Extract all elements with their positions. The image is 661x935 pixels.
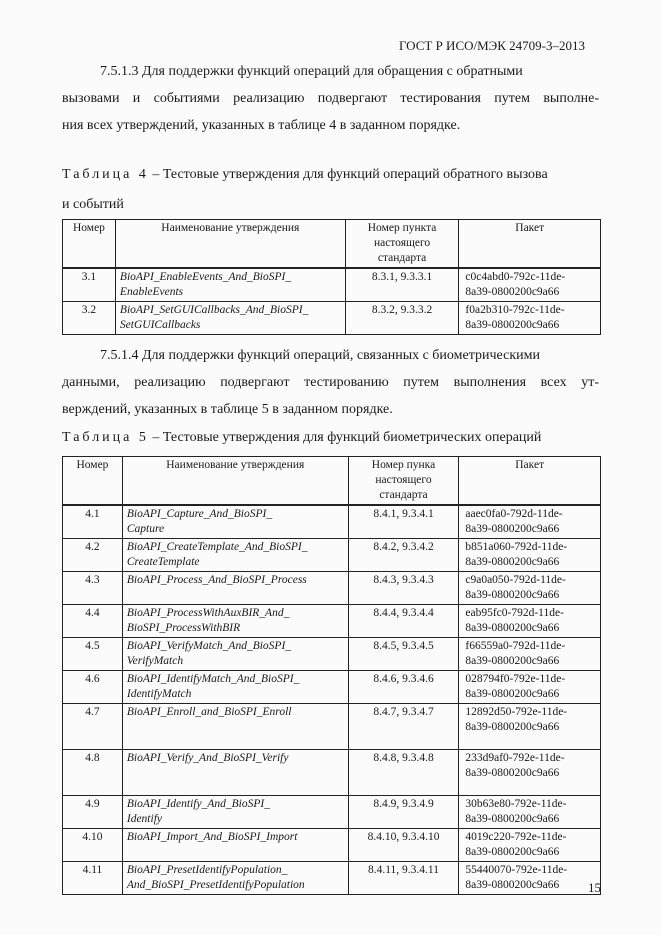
clause-reference: 8.4.2, 9.3.4.2 — [348, 539, 459, 572]
clause-reference: 8.4.5, 9.3.4.5 — [348, 638, 459, 671]
clause-reference: 8.4.1, 9.3.4.1 — [348, 505, 459, 539]
table-row — [63, 268, 601, 302]
table-5-caption: Таблица 5 – Тестовые утверждения для функций биометрических операций — [62, 430, 542, 445]
clause-reference: 8.4.6, 9.3.4.6 — [348, 671, 459, 704]
row-number: 4.9 — [63, 796, 123, 829]
table-row — [63, 704, 601, 750]
table-row — [63, 829, 601, 862]
statement-name: BioAPI_Capture_And_BioSPI_ Capture — [122, 505, 348, 539]
column-header: Номер — [63, 220, 116, 269]
clause-reference: 8.4.9, 9.3.4.9 — [348, 796, 459, 829]
table-header-row — [63, 457, 601, 506]
document-code-header: ГОСТ Р ИСО/МЭК 24709-3–2013 — [398, 38, 585, 53]
statement-name: BioAPI_Process_And_BioSPI_Process — [122, 572, 348, 605]
statement-name: BioAPI_Import_And_BioSPI_Import — [122, 829, 348, 862]
statement-name: BioAPI_Enroll_and_BioSPI_Enroll — [122, 704, 348, 750]
clause-reference: 8.4.7, 9.3.4.7 — [348, 704, 459, 750]
table-row — [63, 750, 601, 796]
statement-name: BioAPI_Identify_And_BioSPI_ Identify — [122, 796, 348, 829]
column-header: Номер — [63, 457, 123, 506]
column-header: Номер пунка настоящего стандарта — [348, 457, 459, 506]
package-id: 233d9af0-792e-11de- 8a39-0800200c9a66 — [459, 750, 601, 796]
column-header: Наименование утверждения — [122, 457, 348, 506]
row-number: 4.11 — [63, 862, 123, 895]
table-5 — [62, 456, 601, 895]
clause-reference: 8.3.2, 9.3.3.2 — [345, 302, 459, 335]
table-row — [63, 605, 601, 638]
table-row — [63, 671, 601, 704]
column-header: Наименование утверждения — [115, 220, 345, 269]
package-id: eab95fc0-792d-11de- 8a39-0800200c9a66 — [459, 605, 601, 638]
row-number: 4.5 — [63, 638, 123, 671]
table-row — [63, 572, 601, 605]
table-header-row — [63, 220, 601, 269]
row-number: 4.1 — [63, 505, 123, 539]
clause-reference: 8.4.4, 9.3.4.4 — [348, 605, 459, 638]
package-id: f66559a0-792d-11de- 8a39-0800200c9a66 — [459, 638, 601, 671]
package-id: 028794f0-792e-11de- 8a39-0800200c9a66 — [459, 671, 601, 704]
page-number: 15 — [588, 880, 601, 895]
package-id: 30b63e80-792e-11de- 8a39-0800200c9a66 — [459, 796, 601, 829]
statement-name: BioAPI_PresetIdentifyPopulation_ And_BioSPI_PresetIdentifyPopulation — [122, 862, 348, 895]
statement-name: BioAPI_Verify_And_BioSPI_Verify — [122, 750, 348, 796]
row-number: 3.2 — [63, 302, 116, 335]
table-4 — [62, 219, 601, 335]
table-row — [63, 796, 601, 829]
package-id: c9a0a050-792d-11de- 8a39-0800200c9a66 — [459, 572, 601, 605]
column-header: Пакет — [459, 457, 601, 506]
table-4-caption: Таблица 4 – Тестовые утверждения для функций операций обратного вызова и событий — [62, 167, 548, 212]
row-number: 3.1 — [63, 268, 116, 302]
row-number: 4.4 — [63, 605, 123, 638]
package-id: b851a060-792d-11de- 8a39-0800200c9a66 — [459, 539, 601, 572]
row-number: 4.7 — [63, 704, 123, 750]
clause-reference: 8.3.1, 9.3.3.1 — [345, 268, 459, 302]
table-row — [63, 302, 601, 335]
clause-reference: 8.4.11, 9.3.4.11 — [348, 862, 459, 895]
statement-name: BioAPI_ProcessWithAuxBIR_And_ BioSPI_ProcessWithBIR — [122, 605, 348, 638]
package-id: f0a2b310-792c-11de- 8a39-0800200c9a66 — [459, 302, 601, 335]
package-id: 55440070-792e-11de- 8a39-0800200c9a66 — [459, 862, 601, 895]
row-number: 4.8 — [63, 750, 123, 796]
row-number: 4.3 — [63, 572, 123, 605]
package-id: aaec0fa0-792d-11de- 8a39-0800200c9a66 — [459, 505, 601, 539]
statement-name: BioAPI_IdentifyMatch_And_BioSPI_ IdentifyMatch — [122, 671, 348, 704]
paragraph-7-5-1-3: 7.5.1.3 Для поддержки функций операций для обращения с обратными вызовами и событиями реализацию подвергают тестирования путем выполне- ния всех утверждений, указанных в таблице 4 в заданном порядке. — [62, 64, 599, 133]
package-id: 4019c220-792e-11de- 8a39-0800200c9a66 — [459, 829, 601, 862]
clause-reference: 8.4.8, 9.3.4.8 — [348, 750, 459, 796]
statement-name: BioAPI_CreateTemplate_And_BioSPI_ CreateTemplate — [122, 539, 348, 572]
table-row — [63, 505, 601, 539]
table-row — [63, 862, 601, 895]
row-number: 4.10 — [63, 829, 123, 862]
package-id: 12892d50-792e-11de- 8a39-0800200c9a66 — [459, 704, 601, 750]
column-header: Номер пункта настоящего стандарта — [345, 220, 459, 269]
row-number: 4.2 — [63, 539, 123, 572]
clause-reference: 8.4.10, 9.3.4.10 — [348, 829, 459, 862]
column-header: Пакет — [459, 220, 601, 269]
statement-name: BioAPI_EnableEvents_And_BioSPI_ EnableEvents — [115, 268, 345, 302]
row-number: 4.6 — [63, 671, 123, 704]
clause-reference: 8.4.3, 9.3.4.3 — [348, 572, 459, 605]
statement-name: BioAPI_VerifyMatch_And_BioSPI_ VerifyMatch — [122, 638, 348, 671]
paragraph-7-5-1-4: 7.5.1.4 Для поддержки функций операций, связанных с биометрическими данными, реализацию подвергают тестированию путем выполнения всех ут- верждений, указанных в таблице 5 в заданном порядке. — [62, 348, 599, 417]
statement-name: BioAPI_SetGUICallbacks_And_BioSPI_ SetGUICallbacks — [115, 302, 345, 335]
table-row — [63, 539, 601, 572]
table-row — [63, 638, 601, 671]
package-id: c0c4abd0-792c-11de- 8a39-0800200c9a66 — [459, 268, 601, 302]
